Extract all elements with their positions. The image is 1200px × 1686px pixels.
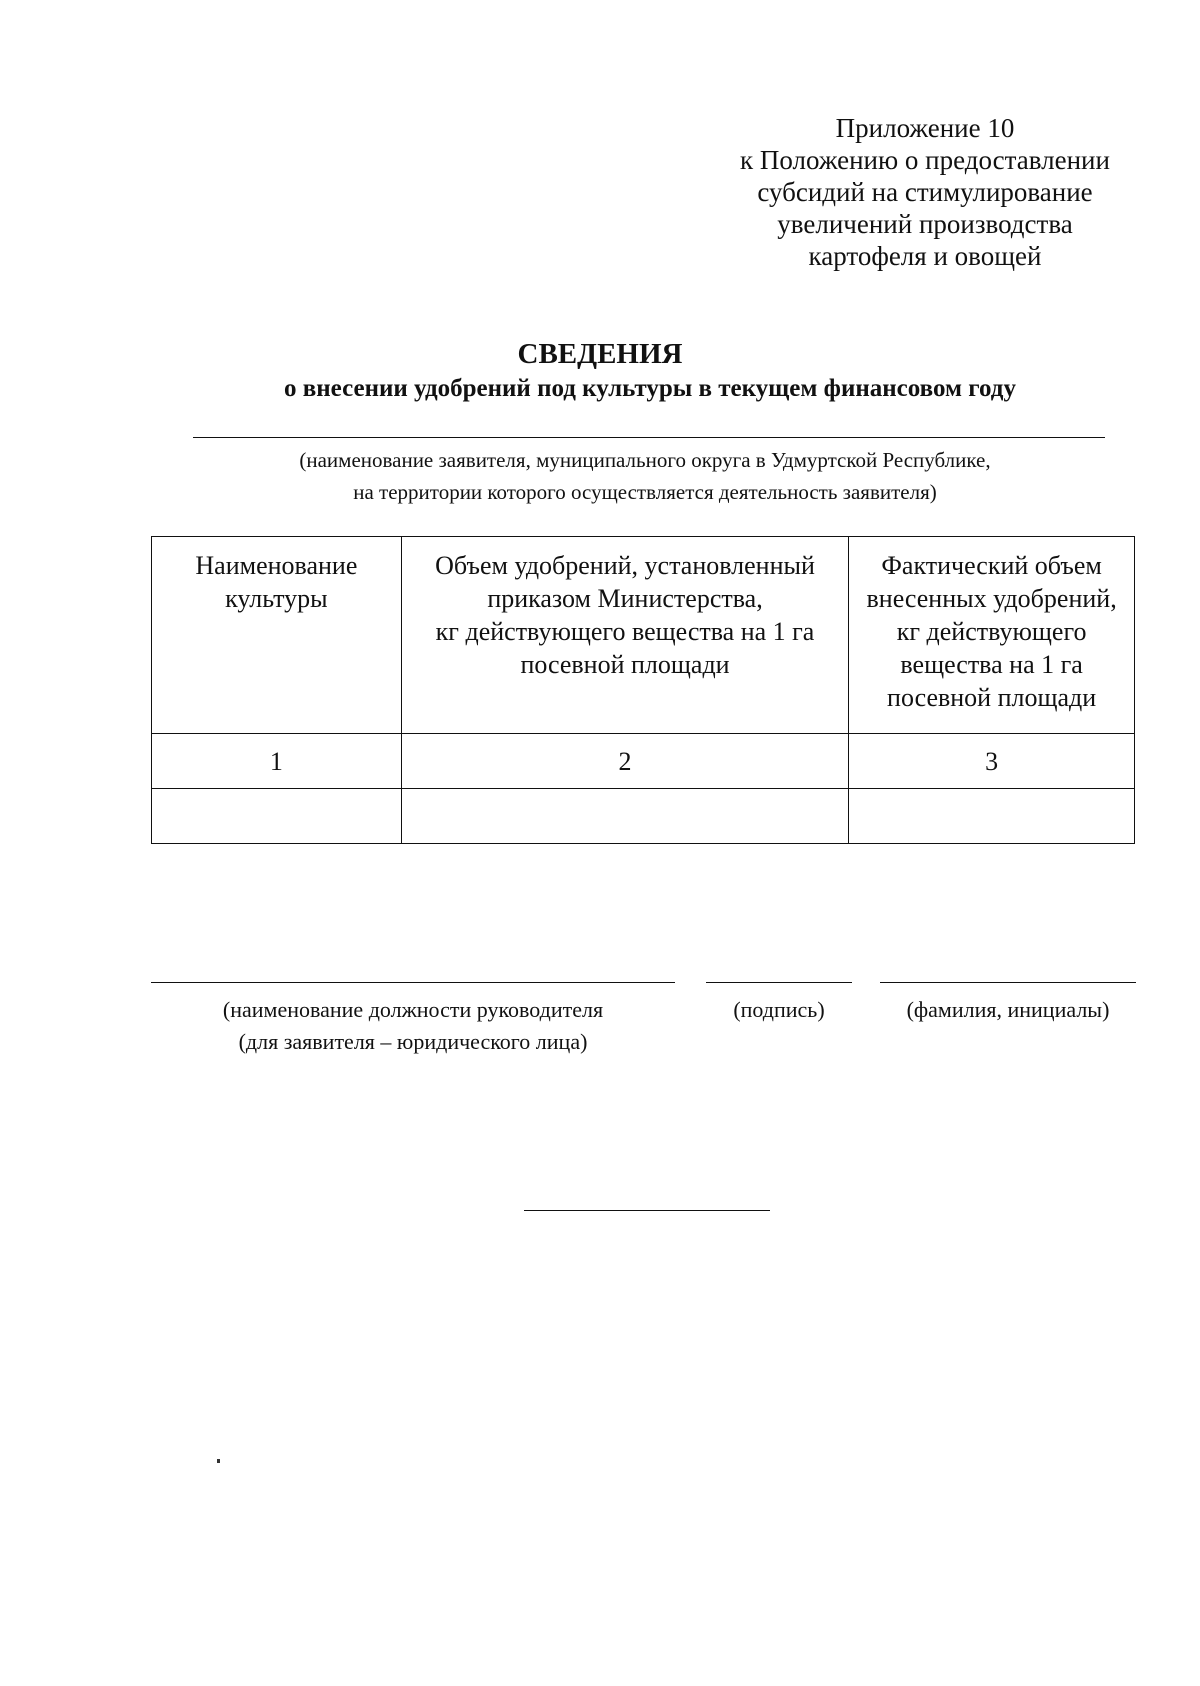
table-header-row xyxy=(152,537,1135,734)
appendix-line: к Положению о предоставлении xyxy=(740,145,1110,175)
appendix-line: субсидий на стимулирование xyxy=(757,177,1093,207)
position-label-line: (наименование должности руководителя xyxy=(222,997,604,1022)
position-label xyxy=(151,994,675,1058)
header-line: посевной площади xyxy=(520,650,730,679)
applicant-hint xyxy=(0,444,1200,508)
table-cell xyxy=(152,789,402,844)
appendix-line: картофеля и овощей xyxy=(808,241,1042,271)
header-line: культуры xyxy=(225,584,328,613)
header-line: посевной площади xyxy=(887,683,1097,712)
header-line: Объем удобрений, установленный xyxy=(435,551,815,580)
appendix-line: увеличений производства xyxy=(777,209,1073,239)
scan-speck xyxy=(217,1459,220,1463)
column-number: 1 xyxy=(152,734,402,789)
header-line: вещества на 1 га xyxy=(900,650,1083,679)
header-line: внесенных удобрений, xyxy=(866,584,1117,613)
header-set-volume xyxy=(401,537,848,734)
applicant-fill-line xyxy=(193,437,1105,438)
document-subtitle: о внесении удобрений под культуры в текущем финансовом году xyxy=(284,375,1016,402)
header-line: кг действующего вещества на 1 га xyxy=(435,617,815,646)
column-number: 3 xyxy=(849,734,1135,789)
appendix-header xyxy=(690,112,1160,272)
header-crop-name xyxy=(152,537,402,734)
table-cell xyxy=(849,789,1135,844)
applicant-hint-line: на территории которого осуществляется деятельность заявителя) xyxy=(353,480,937,504)
position-fill-line xyxy=(151,982,675,983)
column-number: 2 xyxy=(401,734,848,789)
header-actual-volume xyxy=(849,537,1135,734)
fertilizer-table xyxy=(151,536,1135,844)
applicant-hint-line: (наименование заявителя, муниципального округа в Удмуртской Республике, xyxy=(299,448,991,472)
header-line: Наименование xyxy=(195,551,358,580)
header-line: кг действующего xyxy=(896,617,1087,646)
appendix-line: Приложение 10 xyxy=(835,113,1015,143)
header-line: Фактический объем xyxy=(881,551,1102,580)
name-fill-line xyxy=(880,982,1136,983)
table-row xyxy=(152,789,1135,844)
document-title: СВЕДЕНИЯ xyxy=(517,338,683,370)
signature-fill-line xyxy=(706,982,852,983)
table-column-numbers-row xyxy=(152,734,1135,789)
position-label-line: (для заявителя – юридического лица) xyxy=(238,1029,588,1054)
signature-label: (подпись) xyxy=(733,997,825,1022)
end-separator-line xyxy=(524,1210,770,1211)
table-cell xyxy=(401,789,848,844)
header-line: приказом Министерства, xyxy=(487,584,763,613)
name-label: (фамилия, инициалы) xyxy=(906,997,1110,1022)
